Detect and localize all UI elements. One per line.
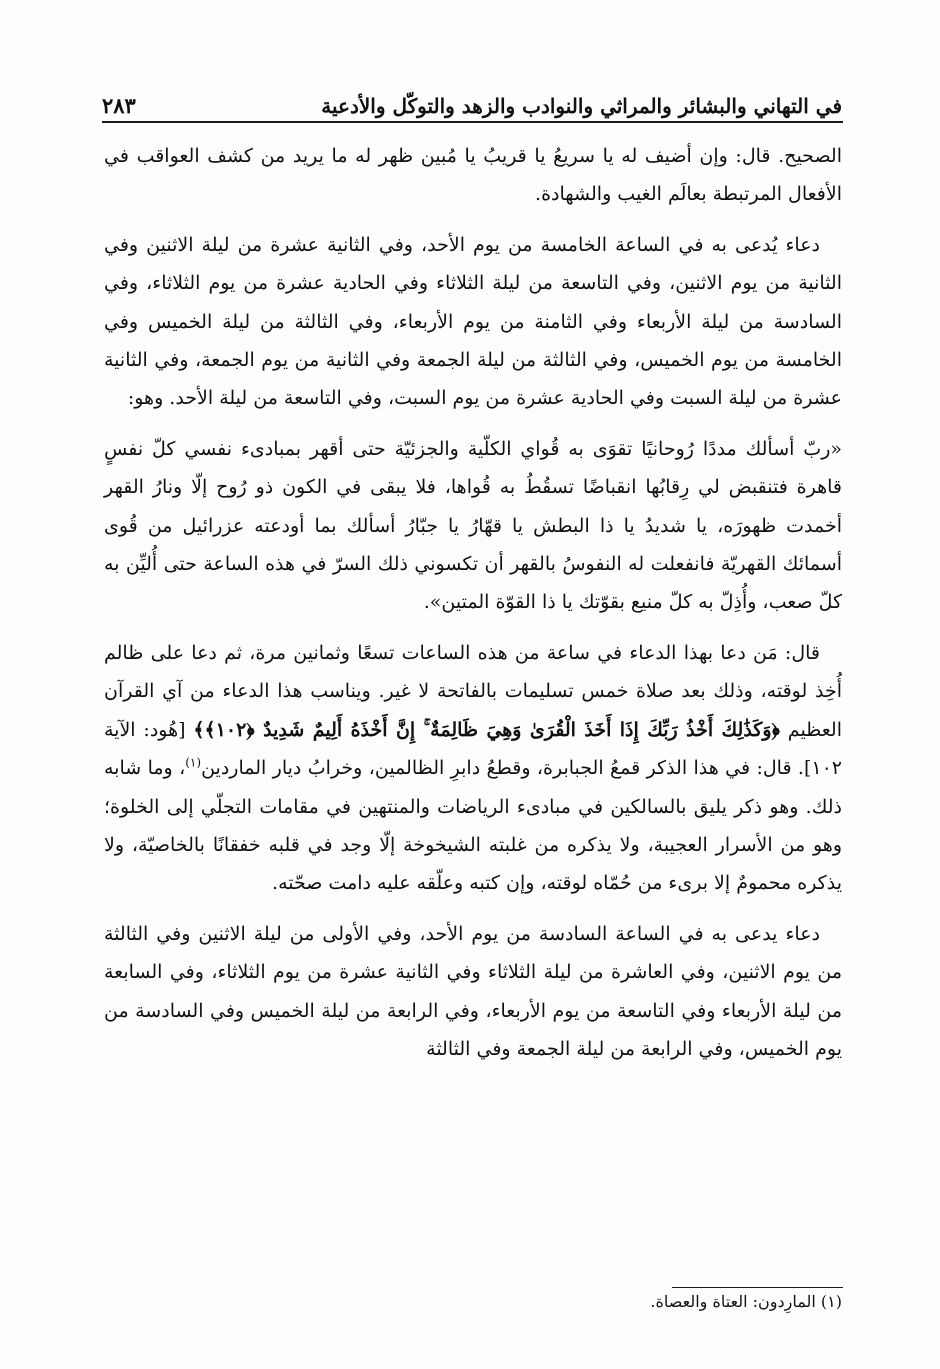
quran-verse: ﴿وَكَذَٰلِكَ أَخْذُ رَبِّكَ إِذَا أَخَذَ الْقُرَىٰ وَهِيَ ظَالِمَةٌ ۚ إِنَّ أَخْذَهُ أَلِيمٌ شَدِيدٌ ﴿١٠٢﴾﴾ — [193, 718, 780, 741]
running-header — [102, 78, 842, 118]
paragraph-1: الصحيح. قال: وإن أضيف له يا سريعُ يا قريبُ يا مُبين ظهر له ما يريد من كشف العواقب في الأفعال المرتبطة بعالَم الغيب والشهادة. — [104, 145, 842, 206]
paragraph-3-supplication: «ربّ أسألك مددًا رُوحانيًا تقوَى به قُواي الكلّية والجزئيّة حتى أقهر بمبادىء نفسي كلّ نفسٍ قاهرة فتنقبض لي رِقابُها انقباضًا تسقُطُ به قُواها، فلا يبقى في الكون ذو رُوح إلّا ونارُ القهر أخمدت ظهورَه، يا شديدُ يا ذا البطش يا قهّارُ يا جبّارُ أسألك بما أودعته عزرائيل من قُوى أسمائك القهريّة فانفعلت له النفوسُ بالقهر أن تكسوني ذلك السرّ في هذه الساعة حتى أُليِّن به كلّ صعب، وأُذِلّ به كلّ منيع بقوّتك يا ذا القوّة المتين». — [104, 437, 842, 614]
paragraph-4-middle: [هُود: الآية ١٠٢]. قال: في هذا الذكر قمعُ الجبابرة، وقطعُ دابرِ الظالمين، وخرابُ ديار الماردين — [104, 718, 842, 780]
paragraph-4-intro: قال: مَن دعا بهذا الدعاء في ساعة من هذه الساعات تسعًا وثمانين مرة، ثم دعا على ظالم أُخِذ لوقته، وذلك بعد صلاة خمس تسليمات بالفاتحة لا غير. ويناسب هذا الدعاء من آي القرآن العظيم — [104, 641, 842, 741]
paragraph-4 — [104, 634, 842, 903]
page-number: ٢٨٣ — [102, 93, 136, 118]
footnote-reference: (١) — [185, 755, 202, 770]
header-rule — [102, 121, 843, 123]
paragraph-4-end: ، وما شابه ذلك. وهو ذكر يليق بالسالكين في مبادىء الرياضات والمنتهين في مقامات التجلّي إلى الخلوة؛ وهو من الأسرار العجيبة، ولا يذكره من غلبته الشيخوخة إلّا وجد في قلبه خفقانًا بالخاصيّة، ولا يذكره محمومٌ إلا برىء من حُمّاه لوقته، وإن كتبه وعلّقه عليه دامت صحّته. — [104, 757, 842, 895]
footnote: (١) المارِدون: العتاة والعصاة. — [650, 1292, 842, 1311]
running-title: في التهاني والبشائر والمراثي والنوادب والزهد والتوكّل والأدعية — [321, 94, 842, 118]
paragraph-5: دعاء يدعى به في الساعة السادسة من يوم الأحد، وفي الأولى من ليلة الاثنين وفي الثالثة من يوم الاثنين، وفي العاشرة من ليلة الثلاثاء وفي الثانية عشرة من يوم الثلاثاء، وفي السابعة من ليلة الأربعاء وفي التاسعة من يوم الأربعاء، وفي الرابعة من ليلة الخميس وفي السادسة من يوم الخميس، وفي الرابعة من ليلة الجمعة وفي الثالثة — [104, 922, 842, 1060]
main-text — [104, 137, 842, 1068]
paragraph-2: دعاء يُدعى به في الساعة الخامسة من يوم الأحد، وفي الثانية عشرة من ليلة الاثنين وفي الثانية من يوم الاثنين، وفي التاسعة من ليلة الثلاثاء وفي الحادية عشرة من يوم الثلاثاء، وفي السادسة من ليلة الأربعاء وفي الثامنة من يوم الأربعاء، وفي الثالثة من ليلة الخميس وفي الخامسة من يوم الخميس، وفي الثالثة من ليلة الجمعة وفي الثانية من يوم الجمعة، وفي الثانية عشرة من ليلة السبت وفي الحادية عشرة من يوم السبت، وفي التاسعة من ليلة الأحد. وهو: — [104, 233, 842, 410]
